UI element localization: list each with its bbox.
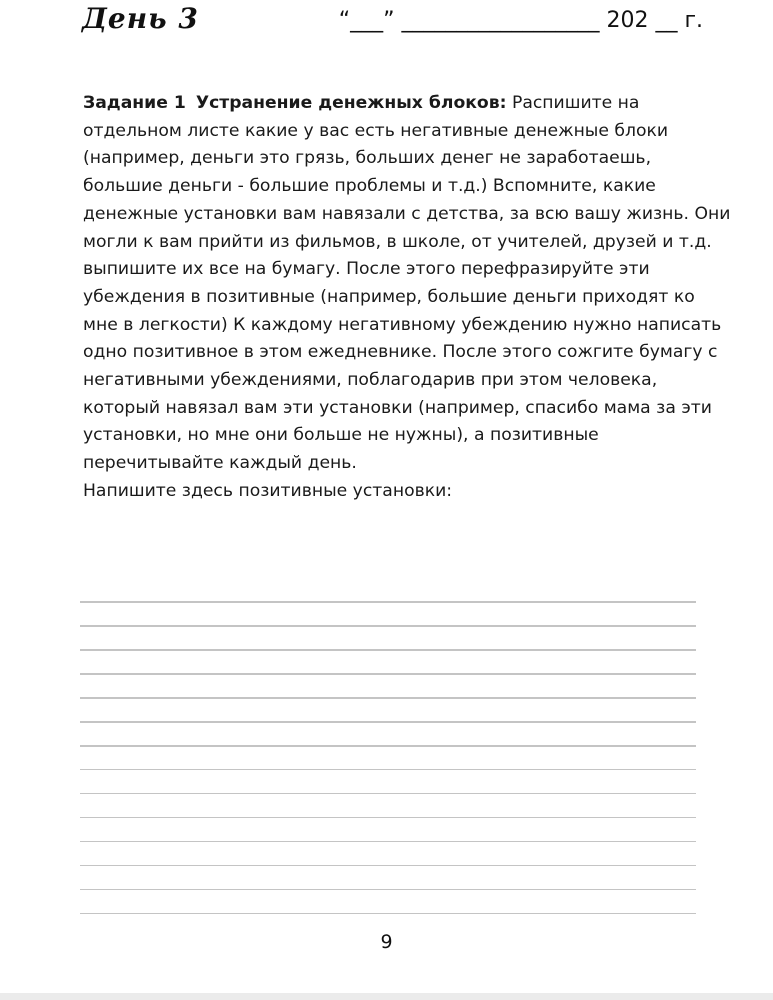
writing-lines-area[interactable]: [80, 601, 696, 937]
writing-line: [80, 697, 696, 699]
writing-line: [80, 745, 696, 747]
date-fill-line: “___” __________________ 202 __ г.: [338, 8, 703, 33]
task-title: Устранение денежных блоков:: [195, 93, 507, 113]
task-prompt: Напишите здесь позитивные установки:: [83, 480, 453, 501]
writing-line: [80, 793, 696, 795]
task-body: Распишите на отдельном листе какие у вас есть негативные денежные блоки (например, деньги это грязь, больших денег не заработаешь, большие деньги - большие проблемы и т.д.) Вспомните, какие денежные установки вам навязали с детства, за всю вашу жизнь. Они могли к вам прийти из фильмов, в школе, от учителей, друзей и т.д. выпишите их все на бумагу. После этого перефразируйте эти убеждения в позитивные (например, большие деньги приходят ко мне в легкости) К каждому негативному убеждению нужно написать одно позитивное в этом ежедневнике. После этого сожгите бумагу с негативными убеждениями, поблагодарив при этом человека, который навязал вам эти установки (например, спасибо мама за эти установки, но мне они больше не нужны), а позитивные перечитывайте каждый день.: [83, 93, 731, 474]
writing-line: [80, 601, 696, 603]
writing-line: [80, 841, 696, 843]
writing-line: [80, 625, 696, 627]
task-text-block: [83, 90, 733, 506]
task-heading: [83, 93, 507, 113]
writing-line: [80, 865, 696, 867]
writing-line: [80, 889, 696, 891]
day-title: День 3: [82, 2, 199, 35]
page-number: 9: [380, 931, 393, 953]
writing-line: [80, 817, 696, 819]
writing-line: [80, 913, 696, 915]
task-number: Задание 1: [83, 93, 186, 113]
writing-line: [80, 649, 696, 651]
viewer-bottom-strip: [0, 993, 773, 1000]
writing-line: [80, 769, 696, 771]
writing-line: [80, 721, 696, 723]
writing-line: [80, 673, 696, 675]
